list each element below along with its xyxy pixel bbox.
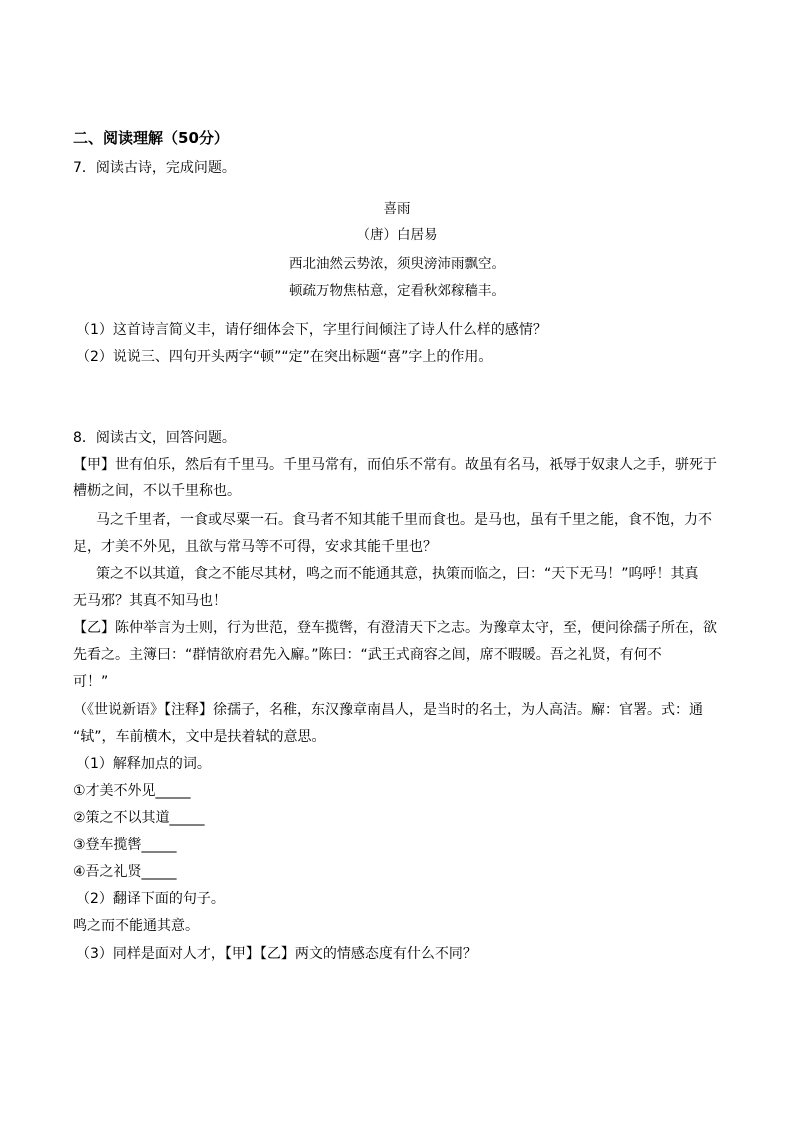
passage-yi-line: 【乙】陈仲举言为士则，行为世范，登车揽辔，有澄清天下之志。为豫章太守，至，便问徐孺子所在，欲 bbox=[73, 620, 717, 636]
passage-jia-line: 策之不以其道，食之不能尽其材，鸣之而不能通其意，执策而临之，曰：“天下无马！”呜呼！其真 bbox=[96, 566, 699, 582]
question-8-stem: 8．阅读古文，回答问题。 bbox=[73, 430, 236, 446]
passage-jia-line: 无马邪？其真不知马也！ bbox=[73, 593, 227, 609]
passage-yi-line: 可！” bbox=[73, 674, 109, 690]
annotation-line: “轼”，车前横木，文中是扶着轼的意思。 bbox=[73, 729, 326, 745]
question-7-stem: 7．阅读古诗，完成问题。 bbox=[73, 160, 236, 176]
fill-blank-item: ①才美不外见_____ bbox=[73, 783, 191, 799]
question-7-2: （2）说说三、四句开头两字“顿”“定”在突出标题“喜”字上的作用。 bbox=[76, 349, 493, 365]
passage-jia-line: 【甲】世有伯乐，然后有千里马。千里马常有，而伯乐不常有。故虽有名马，祇辱于奴隶人之手，骈死于 bbox=[73, 457, 717, 473]
passage-jia-line: 足，才美不外见，且欲与常马等不可得，安求其能千里也？ bbox=[73, 539, 437, 555]
fill-blank-item: ④吾之礼贤_____ bbox=[73, 864, 177, 880]
poem-line: 西北油然云势浓，须臾滂沛雨飘空。 bbox=[289, 256, 505, 272]
question-8-2-label: （2）翻译下面的句子。 bbox=[76, 891, 225, 907]
fill-blank-item: ③登车揽辔_____ bbox=[73, 837, 177, 853]
fill-blank-item: ②策之不以其道_____ bbox=[73, 810, 205, 826]
passage-jia-line: 马之千里者，一食或尽粟一石。食马者不知其能千里而食也。是马也，虽有千里之能，食不饱，力不 bbox=[96, 512, 712, 528]
passage-yi-line: 先看之。主簿曰：“群情欲府君先入廨。”陈曰：“武王式商容之闾，席不暇暖。吾之礼贤，有何不 bbox=[73, 647, 662, 663]
poem-line: 顿疏万物焦枯意，定看秋郊稼穑丰。 bbox=[289, 283, 505, 299]
annotation-line: （《世说新语》【注释】徐孺子，名稚，东汉豫章南昌人，是当时的名士，为人高洁。廨：官署。式：通 bbox=[73, 702, 703, 718]
poem-title: 喜雨 bbox=[383, 201, 411, 217]
question-8-3-label: （3）同样是面对人才，【甲】【乙】两文的情感态度有什么不同？ bbox=[76, 946, 477, 962]
passage-jia-line: 槽枥之间，不以千里称也。 bbox=[73, 483, 241, 499]
translate-sentence: 鸣之而不能通其意。 bbox=[73, 918, 199, 934]
question-7-1: （1）这首诗言简义丰，请仔细体会下，字里行间倾注了诗人什么样的感情？ bbox=[76, 322, 547, 338]
question-8-1-label: （1）解释加点的词。 bbox=[76, 756, 211, 772]
poem-author: （唐）白居易 bbox=[356, 227, 438, 243]
section-title: 二、阅读理解（50分） bbox=[73, 129, 229, 147]
